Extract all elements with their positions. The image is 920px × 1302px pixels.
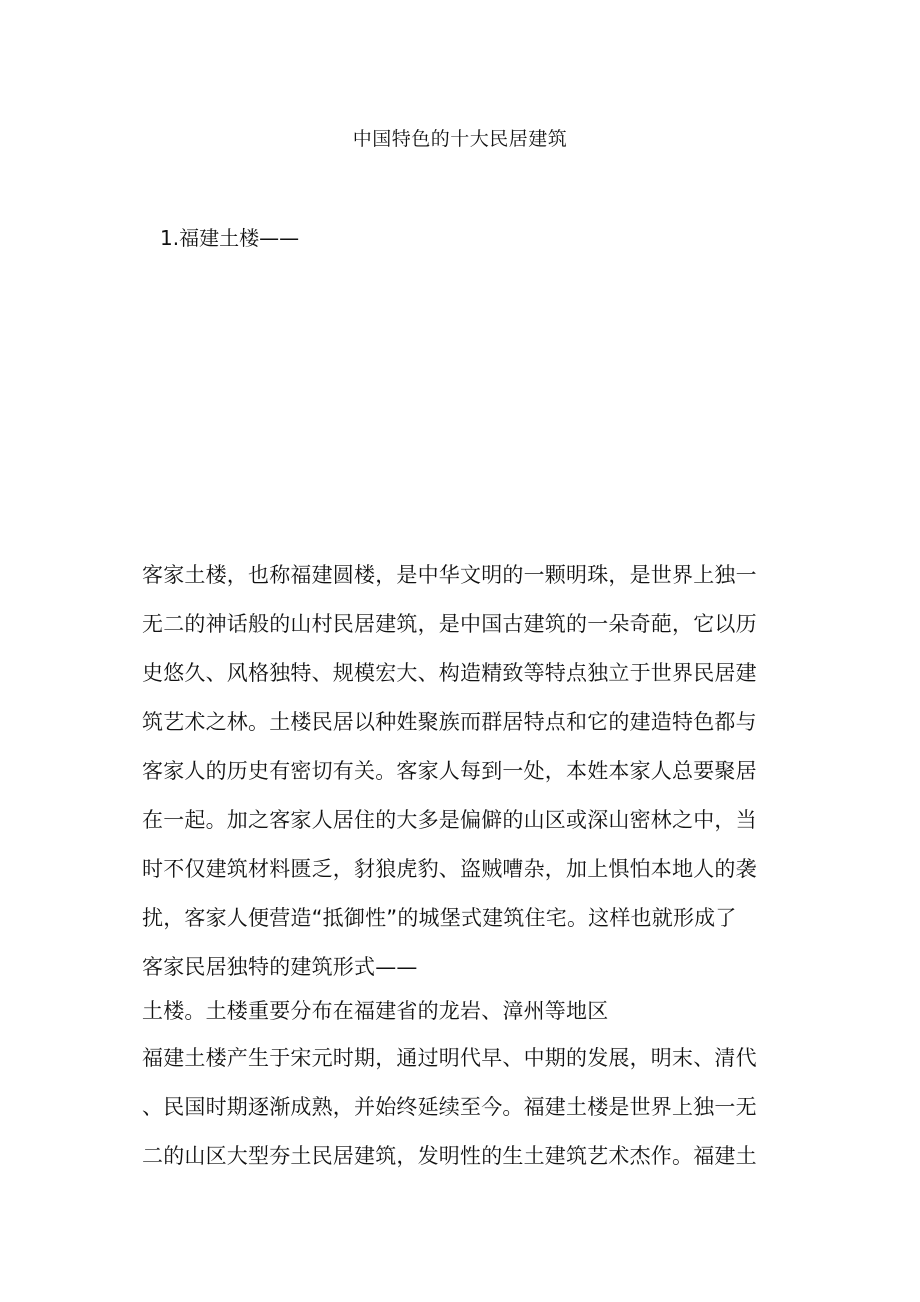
paragraph-line: 扰，客家人便营造“抵御性”的城堡式建筑住宅。这样也就形成了 [142, 906, 737, 930]
paragraph-line: 筑艺术之林。土楼民居以种姓聚族而群居特点和它的建造特色都与 [142, 710, 757, 734]
paragraph-line: 、民国时期逐渐成熟，并始终延续至今。福建土楼是世界上独一无 [142, 1095, 757, 1119]
paragraph-line: 土楼。土楼重要分布在福建省的龙岩、漳州等地区 [142, 999, 609, 1023]
paragraph-line: 二的山区大型夯土民居建筑，发明性的生土建筑艺术杰作。福建土 [142, 1144, 757, 1168]
paragraph-line: 在一起。加之客家人居住的大多是偏僻的山区或深山密林之中，当 [142, 808, 757, 832]
paragraph-line: 时不仅建筑材料匮乏，豺狼虎豹、盗贼嘈杂，加上惧怕本地人的袭 [142, 857, 757, 881]
paragraph-line: 客家民居独特的建筑形式—— [142, 955, 418, 979]
paragraph-line: 客家人的历史有密切有关。客家人每到一处，本姓本家人总要聚居 [142, 759, 757, 783]
paragraph-line: 客家土楼，也称福建圆楼，是中华文明的一颗明珠，是世界上独一 [142, 563, 757, 587]
paragraph-line: 无二的神话般的山村民居建筑，是中国古建筑的一朵奇葩，它以历 [142, 612, 757, 636]
paragraph-line: 史悠久、风格独特、规模宏大、构造精致等特点独立于世界民居建 [142, 661, 757, 685]
paragraph-line: 福建土楼产生于宋元时期，通过明代早、中期的发展，明末、清代 [142, 1046, 757, 1070]
image-placeholder [140, 270, 780, 540]
section-heading: 1.福建土楼—— [160, 226, 300, 250]
page-title: 中国特色的十大民居建筑 [352, 128, 568, 150]
